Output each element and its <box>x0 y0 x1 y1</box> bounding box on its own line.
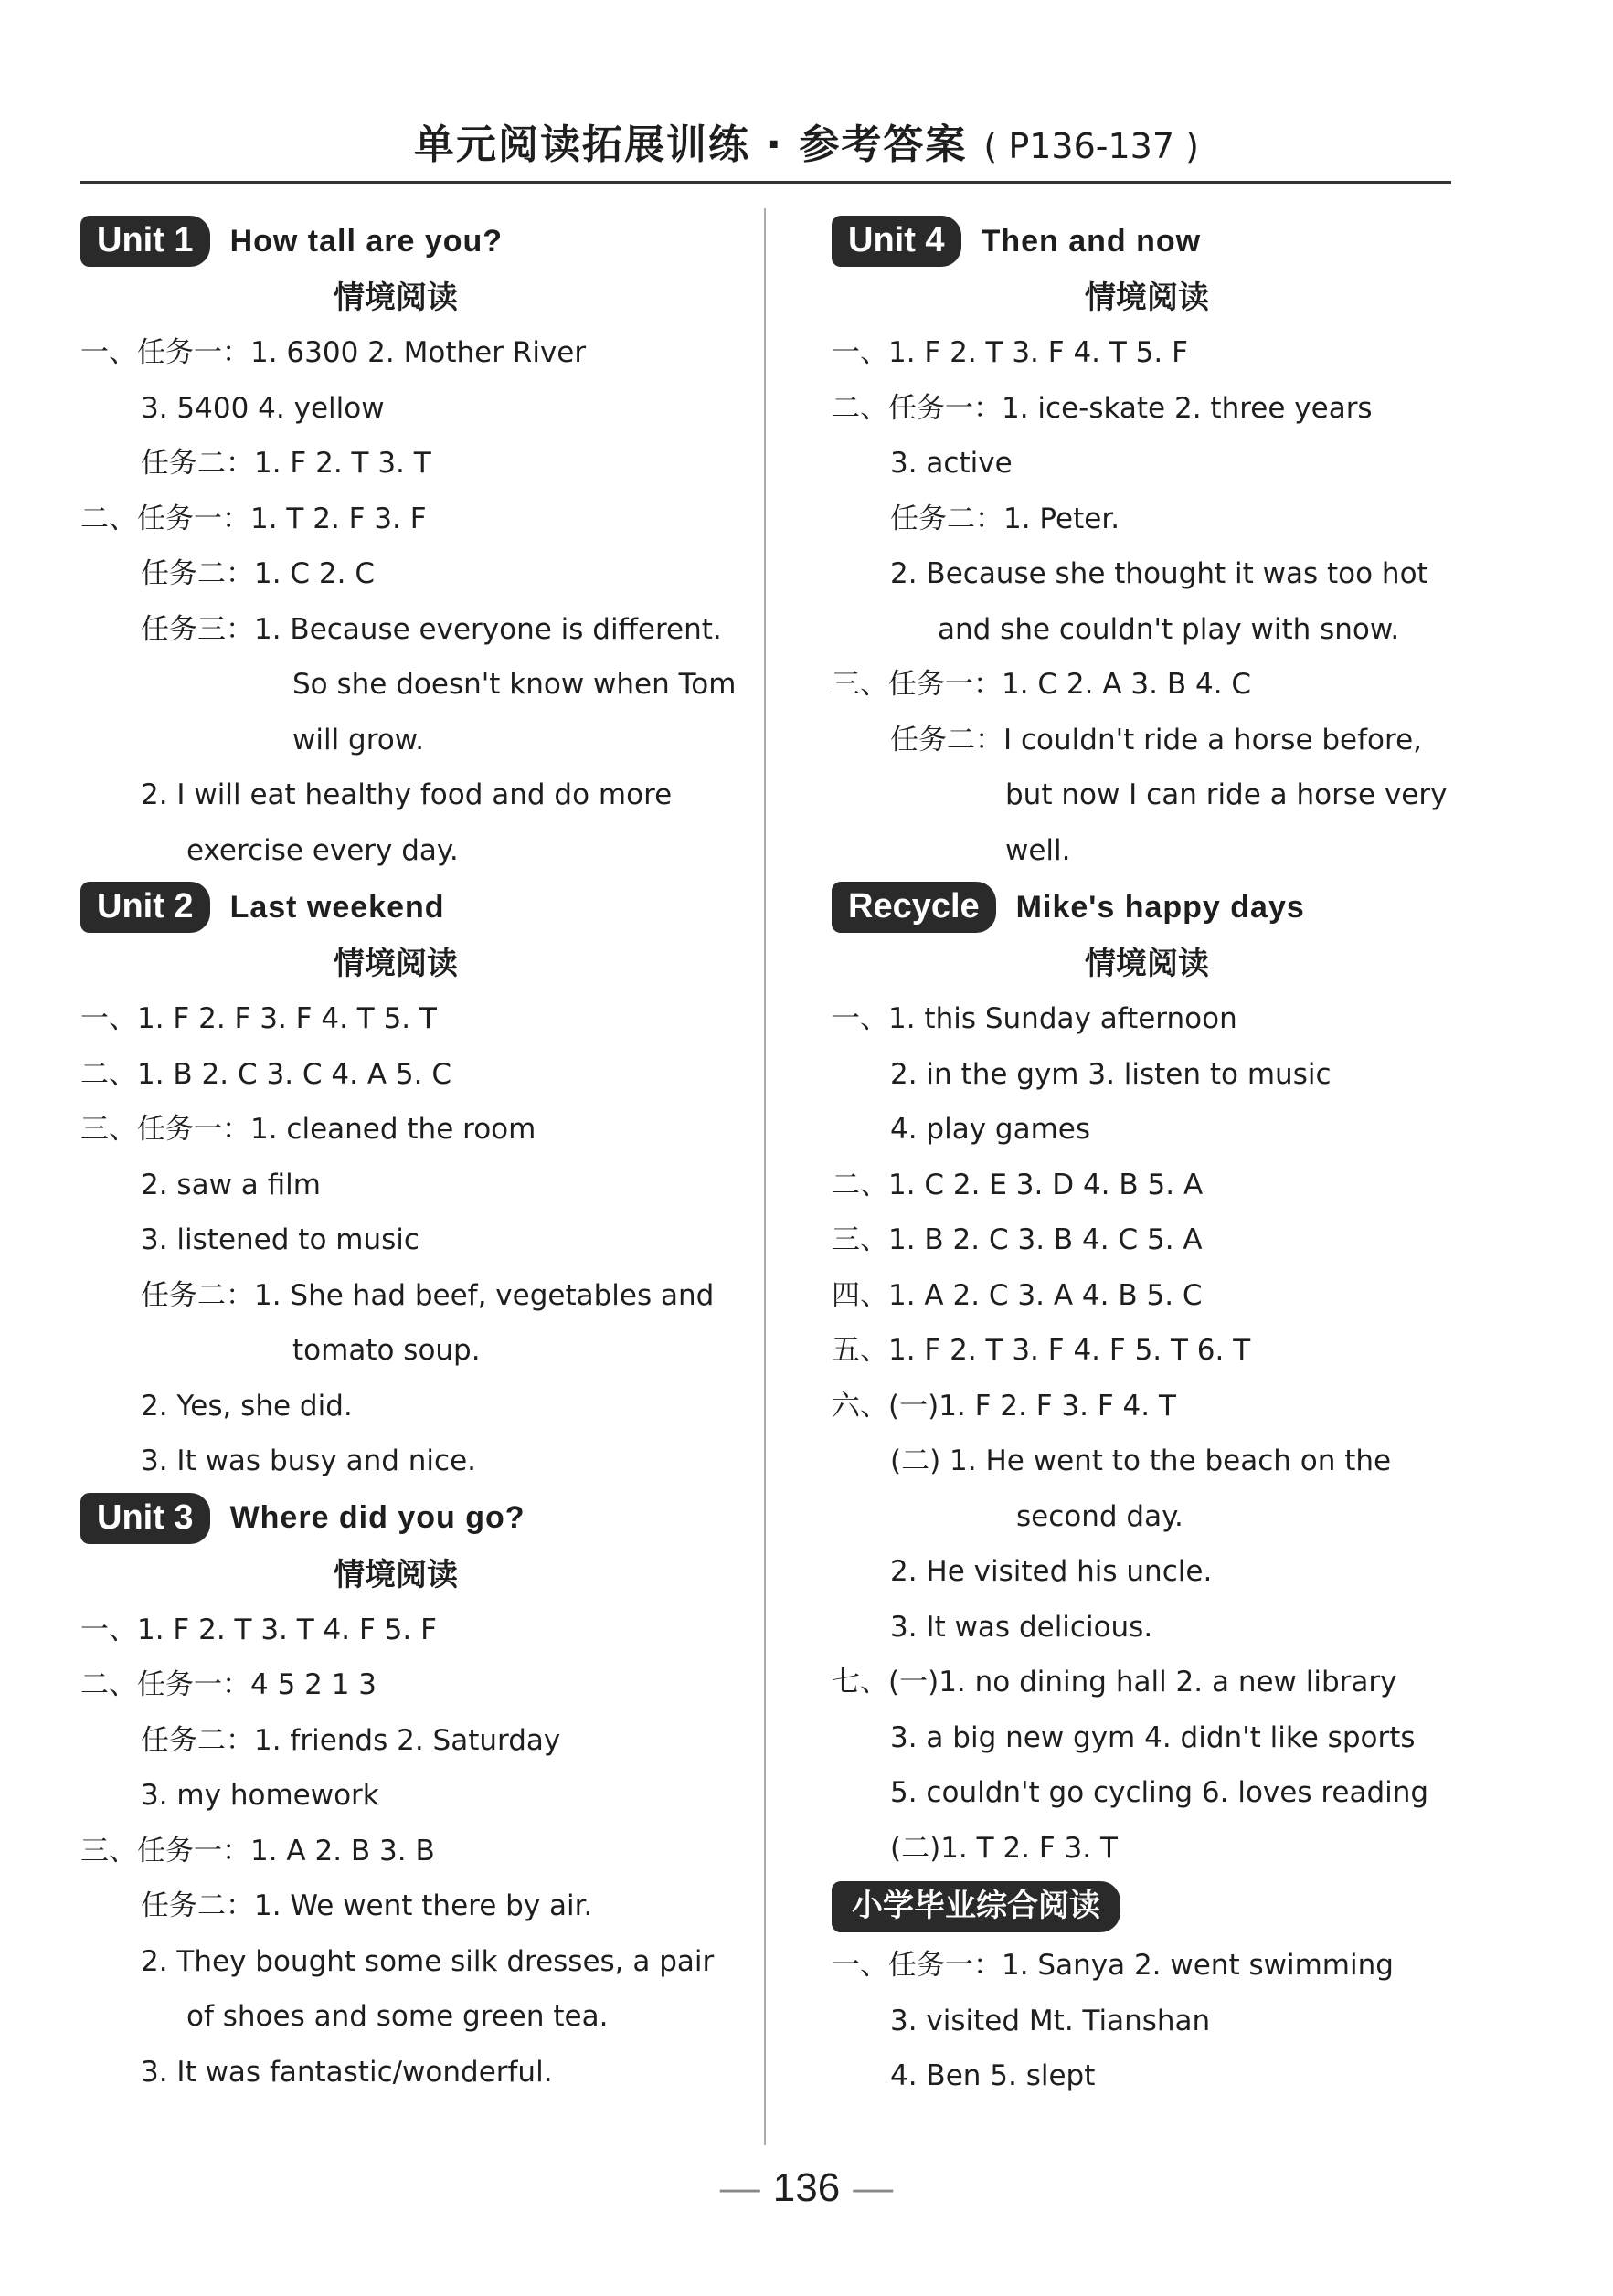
answer-line: exercise every day. <box>186 833 459 867</box>
answer-line: 二、1. C 2. E 3. D 4. B 5. A <box>832 1168 1204 1201</box>
page-range: ( P136-137 ) <box>983 126 1199 166</box>
page-number-dash-right: — <box>853 2165 894 2210</box>
unit2-title: Last weekend <box>229 889 445 925</box>
unit2-section-title: 情境阅读 <box>334 946 458 982</box>
answer-line: 二、任务一：4 5 2 1 3 <box>80 1668 377 1701</box>
page-title-text: 单元阅读拓展训练 · 参考答案 <box>414 122 968 168</box>
answer-line: 任务二：1. Peter. <box>890 502 1120 535</box>
answer-line: 2. saw a film <box>141 1168 321 1201</box>
answer-line: tomato soup. <box>292 1334 481 1367</box>
answer-line: 3. listened to music <box>141 1223 419 1256</box>
unit3-title: Where did you go? <box>229 1500 525 1535</box>
answer-line: 任务三：1. Because everyone is different. <box>141 612 722 646</box>
answer-line: will grow. <box>292 723 425 757</box>
answer-line: 二、任务一：1. T 2. F 3. F <box>80 502 427 535</box>
recycle-title: Mike's happy days <box>1015 889 1305 925</box>
unit4-section-title: 情境阅读 <box>1085 280 1209 316</box>
answer-line: but now I can ride a horse very <box>1005 778 1448 811</box>
answer-line: 二、任务一：1. ice-skate 2. three years <box>832 391 1373 425</box>
recycle-section-title: 情境阅读 <box>1085 946 1209 982</box>
answer-line: 3. 5400 4. yellow <box>141 391 385 425</box>
answer-line: 任务二：1. We went there by air. <box>141 1889 593 1922</box>
answer-line: 七、(一)1. no dining hall 2. a new library <box>832 1666 1397 1698</box>
unit1-title: How tall are you? <box>229 223 504 259</box>
answer-line: 三、任务一：1. cleaned the room <box>80 1113 536 1146</box>
answer-line: 三、任务一：1. A 2. B 3. B <box>80 1834 435 1867</box>
answer-line: So she doesn't know when Tom <box>292 668 737 701</box>
answer-line: 3. It was delicious. <box>890 1610 1153 1644</box>
answer-line: well. <box>1005 833 1071 867</box>
answer-line: 三、任务一：1. C 2. A 3. B 4. C <box>832 668 1252 701</box>
answer-line: 2. Yes, she did. <box>141 1389 353 1423</box>
page-number-value: 136 <box>772 2165 841 2210</box>
answer-line: 3. It was busy and nice. <box>141 1444 477 1477</box>
answer-line: 一、1. F 2. T 3. F 4. T 5. F <box>832 336 1188 369</box>
answer-line: second day. <box>1016 1499 1183 1533</box>
page-number-dash-left: — <box>719 2165 760 2210</box>
answer-line: 一、1. F 2. F 3. F 4. T 5. T <box>80 1002 437 1035</box>
answer-line: 2. He visited his uncle. <box>890 1555 1213 1588</box>
answer-line: 任务二：I couldn't ride a horse before, <box>890 723 1422 757</box>
unit4-tag: Unit 4 <box>832 216 961 267</box>
right-column <box>832 212 1462 2104</box>
answer-line: 3. a big new gym 4. didn't like sports <box>890 1720 1416 1754</box>
unit3-header <box>80 1489 720 1548</box>
answer-line: 4. Ben 5. slept <box>890 2059 1096 2092</box>
answer-line: 2. Because she thought it was too hot <box>890 557 1428 590</box>
answer-line: 一、1. F 2. T 3. T 4. F 5. F <box>80 1613 437 1646</box>
answer-line: 2. in the gym 3. listen to music <box>890 1057 1332 1091</box>
answer-line: 一、任务一：1. Sanya 2. went swimming <box>832 1949 1394 1982</box>
final-header <box>832 1876 1462 1938</box>
answer-line: 3. It was fantastic/wonderful. <box>141 2055 553 2089</box>
answer-line: 任务二：1. friends 2. Saturday <box>141 1723 561 1757</box>
answer-line: 3. my homework <box>141 1779 379 1812</box>
unit2-tag: Unit 2 <box>80 882 210 933</box>
answer-line: 五、1. F 2. T 3. F 4. F 5. T 6. T <box>832 1334 1251 1367</box>
page-number <box>0 2165 1613 2211</box>
recycle-tag: Recycle <box>832 882 996 933</box>
recycle-header <box>832 878 1462 936</box>
answer-line: 一、1. this Sunday afternoon <box>832 1002 1237 1035</box>
answer-line: 2. They bought some silk dresses, a pair <box>141 1944 715 1978</box>
answer-line: and she couldn't play with snow. <box>938 612 1400 646</box>
answer-line: 4. play games <box>890 1113 1091 1146</box>
answer-line: 六、(一)1. F 2. F 3. F 4. T <box>832 1389 1176 1423</box>
answer-line: 一、任务一：1. 6300 2. Mother River <box>80 336 587 369</box>
unit2-header <box>80 878 720 936</box>
unit4-header <box>832 212 1462 270</box>
answer-line: (二) 1. He went to the beach on the <box>890 1444 1392 1477</box>
unit3-tag: Unit 3 <box>80 1493 210 1544</box>
answer-line: 任务二：1. She had beef, vegetables and <box>141 1278 715 1312</box>
unit3-section-title: 情境阅读 <box>334 1556 458 1593</box>
answer-line: 2. I will eat healthy food and do more <box>141 778 673 811</box>
title-divider <box>80 181 1451 184</box>
column-divider <box>764 208 766 2145</box>
answer-line: (二)1. T 2. F 3. T <box>890 1831 1118 1865</box>
answer-line: 三、1. B 2. C 3. B 4. C 5. A <box>832 1223 1203 1256</box>
unit1-tag: Unit 1 <box>80 216 210 267</box>
answer-line: 3. active <box>890 447 1013 480</box>
answer-line: 任务二：1. C 2. C <box>141 557 376 590</box>
left-column <box>80 212 737 2100</box>
answer-line: 5. couldn't go cycling 6. loves reading <box>890 1776 1429 1809</box>
answer-line: of shoes and some green tea. <box>186 2000 609 2033</box>
answer-line: 二、1. B 2. C 3. C 4. A 5. C <box>80 1057 451 1091</box>
page-title <box>0 111 1613 170</box>
final-tag: 小学毕业综合阅读 <box>832 1881 1120 1932</box>
answer-line: 3. visited Mt. Tianshan <box>890 2004 1211 2037</box>
unit1-header <box>80 212 720 270</box>
unit1-section-title: 情境阅读 <box>334 280 458 316</box>
answer-line: 任务二：1. F 2. T 3. T <box>141 447 431 480</box>
unit4-title: Then and now <box>981 223 1202 259</box>
answer-line: 四、1. A 2. C 3. A 4. B 5. C <box>832 1278 1203 1312</box>
